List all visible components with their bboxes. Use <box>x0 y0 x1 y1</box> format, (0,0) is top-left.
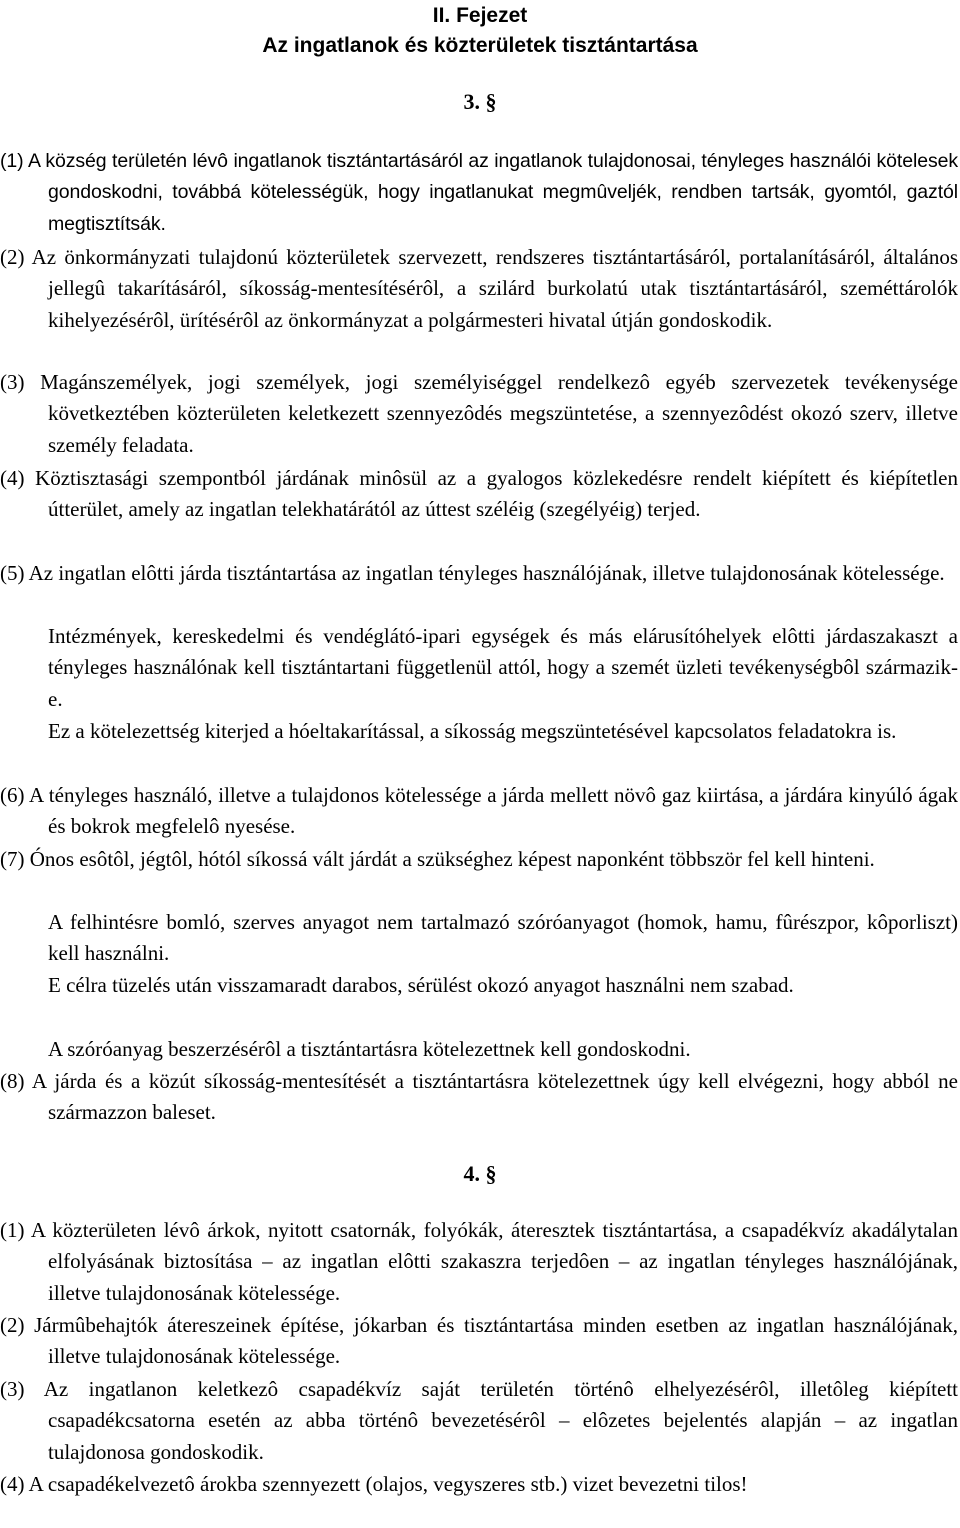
section-4-paragraph-4: (4) A csapadékelvezetô árokba szennyezett (olajos, vegyszeres stb.) vizet bevezetni tilos! <box>0 1472 748 1496</box>
chapter-subtitle: Az ingatlanok és közterületek tisztántartása <box>262 34 698 57</box>
section-4-paragraph-2: (2) Jármûbehajtók átereszeinek építése, jókarban és tisztántartása minden esetben az ingatlan használójának, illetve tulajdonosának kötelessége. <box>0 1313 958 1369</box>
section-3-number: 3. § <box>463 89 497 114</box>
section-3-paragraph-7c: A szóróanyag beszerzésérôl a tisztántartásra kötelezettnek kell gondoskodni. <box>48 1037 691 1061</box>
section-3-paragraph-3: (3) Magánszemélyek, jogi személyek, jogi személyiséggel rendelkezô egyéb szervezetek tevékenysége következtében közterületen keletkezett szennyezôdés megszüntetése, a szennyezôdést okozó szerv, illetve személy feladata. <box>0 370 958 457</box>
chapter-title: II. Fejezet <box>432 4 528 27</box>
section-3-paragraph-5b: Ez a kötelezettség kiterjed a hóeltakarítással, a síkosság megszüntetésével kapcsolatos feladatokra is. <box>48 719 897 743</box>
section-3-paragraph-7a: A felhintésre bomló, szerves anyagot nem tartalmazó szóróanyagot (homok, hamu, fûrészpor, kôporliszt) kell használni. <box>48 910 958 966</box>
section-3-paragraph-7b: E célra tüzelés után visszamaradt darabos, sérülést okozó anyagot használni nem szabad. <box>48 973 794 997</box>
section-4-number: 4. § <box>463 1161 497 1186</box>
section-4-paragraph-1: (1) A közterületen lévô árkok, nyitott csatornák, folyókák, áteresztek tisztántartása, a csapadékvíz akadálytalan elfolyásának biztosítása – az ingatlan elôtti szakaszra terjedôen – az ingatlan tényleges használójának, illetve tulajdonosának kötelessége. <box>0 1218 958 1305</box>
section-3-paragraph-5: (5) Az ingatlan elôtti járda tisztántartása az ingatlan tényleges használójának, illetve tulajdonosának kötelessége. <box>0 561 945 585</box>
section-3-paragraph-8: (8) A járda és a közút síkosság-mentesítését a tisztántartásra kötelezettnek úgy kell elvégezni, hogy abból ne származzon baleset. <box>0 1069 958 1125</box>
section-3-paragraph-5a: Intézmények, kereskedelmi és vendéglátó-ipari egységek és más elárusítóhelyek elôtti járdaszakaszt a tényleges használónak kell tisztántartani függetlenül attól, hogy a szemét üzleti tevékenységbôl származik-e. <box>48 624 958 711</box>
section-3-paragraph-4: (4) Köztisztasági szempontból járdának minôsül az a gyalogos közlekedésre rendelt kiépített és kiépítetlen útterület, amely az ingatlan telekhatárától az úttest széléig (szegélyéig) terjed. <box>0 466 958 522</box>
section-3-paragraph-6: (6) A tényleges használó, illetve a tulajdonos kötelessége a járda mellett növô gaz kiirtása, a járdára kinyúló ágak és bokrok megfelelô nyesése. <box>0 783 958 839</box>
section-4-paragraph-3: (3) Az ingatlanon keletkezô csapadékvíz saját területén történô elhelyezésérôl, illetôleg kiépített csapadékcsatorna esetén az abba történô bevezetésérôl – elôzetes bejelentés alapján – az ingatlan tulajdonosa gondoskodik. <box>0 1377 958 1464</box>
section-3-paragraph-2: (2) Az önkormányzati tulajdonú közterületek szervezett, rendszeres tisztántartásáról, portalanításáról, általános jellegû takarításáról, síkosság-mentesítésérôl, a szilárd burkolatú utak tisztántartásáról, szeméttárolók kihelyezésérôl, ürítésérôl az önkormányzat a polgármesteri hivatal útján gondoskodik. <box>0 245 958 332</box>
section-3-paragraph-7: (7) Ónos esôtôl, jégtôl, hótól síkossá vált járdát a szükséghez képest naponként többször fel kell hinteni. <box>0 847 875 871</box>
section-3-paragraph-1: (1) A község területén lévô ingatlanok tisztántartásáról az ingatlanok tulajdonosai, tényleges használói kötelesek gondoskodni, továbbá kötelességük, hogy ingatlanukat megmûveljék, rendben tartsák, gyomtól, gaztól megtisztítsák. <box>0 150 958 235</box>
